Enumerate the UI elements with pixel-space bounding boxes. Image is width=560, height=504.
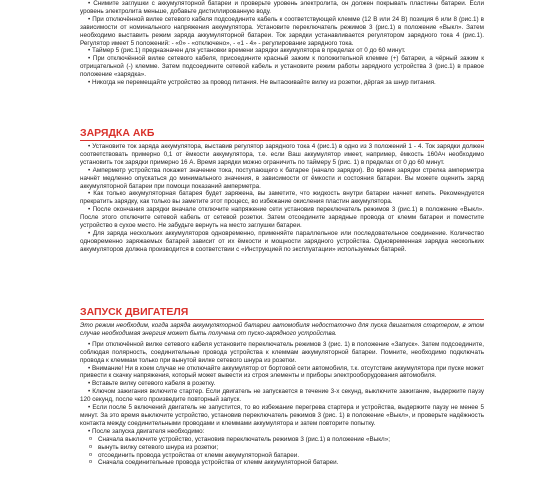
intro-paragraph-2: • При отключённой вилке сетевого кабеля подсоедините кабель к соответствующей клемме (12 В или 24 В) позиция 6 или 8 (рис.1) в зависимости от номинального напряжения аккумулятора. Установите переключатель режимов 3 (рис.1) в положение «Выкл». Затем необходимо выставить режим заряда аккумуляторной батареи. Ток зарядки устанавливается регулятором зарядного тока 4 (рис.1). Регулятор имеет 5 положений: - «0» - «отключено», - «1 - 4» - регулирование зарядного тока.: [80, 15, 484, 47]
engine-start-paragraph-2: • Внимание! Ни в коем случае не отключайте аккумулятор от бортовой сети автомобиля, т.к. отсутствие аккумулятора при пуске может привести к скачку напряжения, который может вывести из строя элементы и приборы электрооборудования автомобиля.: [80, 364, 484, 380]
intro-paragraph-5: • Никогда не перемещайте устройство за провод питания. Не вытаскивайте вилку из розетки, дёргая за шнур питания.: [88, 79, 436, 87]
engine-start-block: [80, 322, 484, 467]
list-item: o Сначала соединительные провода устройства от клемм аккумуляторной батареи.: [98, 459, 484, 467]
list-item: o отсоединить провода устройства от клемм аккумуляторной батареи.: [98, 452, 484, 460]
engine-start-paragraph-6: • После запуска двигателя необходимо:: [88, 427, 205, 435]
engine-start-paragraph-5: • Если после 5 включений двигатель не запустится, то во избежание перегрева стартера и устройства, выдержите паузу не менее 5 минут. За это время выключите устройство, установив переключатель режимов 3 (рис. 1) в положение «Выкл», и проверьте надёжность контакта между соединительными проводами и клеммами аккумулятора и затем повторите попытку.: [80, 404, 484, 427]
list-item: o вынуть вилку сетевого шнура из розетки;: [98, 444, 484, 452]
charging-block: [80, 143, 484, 254]
intro-block: [80, 0, 484, 87]
charging-paragraph-4: • После окончания зарядки вначале отключите напряжение сети установив переключатель режимов 3 (рис.1) в положение «Выкл». После этого отключите сетевой кабель от сетевой розетки. Затем отсоедините зарядные провода от клемм батареи и поместите устройство в сухое место. Не забудьте вернуть на место заглушки батареи.: [80, 206, 484, 230]
section-heading-charging: ЗАРЯДКА АКБ: [80, 127, 484, 141]
engine-start-paragraph-1: • При отключённой вилке сетевого кабеля установите переключатель режимов 3 (рис. 1) в положение «Запуск». Затем подсоедините, соблюдая полярность, соединительные провода устройства к клеммам аккумуляторной батареи. Помните, необходимо подключать провода к клеммам только при вынутой вилке сетевого шнура из розетки.: [80, 340, 484, 364]
engine-start-paragraph-4: • Ключом зажигания включите стартер. Если двигатель не запускается в течение 3-х секунд, выключите зажигание, выдержите паузу 120 секунд, после чего произведите повторный запуск.: [80, 388, 484, 404]
after-start-list: [80, 436, 484, 468]
intro-paragraph-4: • При отключённой вилке сетевого кабеля, присоедините красный зажим к положительной клемме (+) батареи, а чёрный зажим к отрицательной (-) клемме. Затем подсоедините сетевой кабель и установите режим работы зарядного устройства 3 (рис.1) в правое положение «зарядка».: [80, 55, 484, 79]
charging-paragraph-2: • Амперметр устройства покажет значение тока, поступающего к батарее (начало зарядки). Во время зарядки стрелка амперметра начнёт медленно опускаться до минимального значения, в зависимости от ёмкости и состояния батареи. Вы можете оценить заряд аккумуляторной батареи при помощи показаний амперметра.: [80, 166, 484, 190]
charging-paragraph-1: • Установите ток заряда аккумулятора, выставив регулятор зарядного тока 4 (рис.1) в одно из 3 положений 1 - 4. Ток зарядки должен соответствовать примерно 0,1 от ёмкости аккумулятора, т.е. если Ваш аккумулятор имеет, например, ёмкость 160Ач необходимо установить ток зарядки примерно 16 А. Время зарядки можно ограничить по таймеру 5 (рис. 1) в пределах от 0 до 60 минут.: [80, 143, 484, 166]
charging-paragraph-3: • Как только аккумуляторная батарея будет заряжена, вы заметите, что жидкость внутри батареи начнет кипеть. Рекомендуется прекратить зарядку, как только вы заметите этот процесс, во избежание окисления пластин аккумулятора.: [80, 190, 484, 206]
list-item: o Сначала выключите устройство, установив переключатель режимов 3 (рис.1) в положение «Выкл»;: [98, 436, 484, 444]
engine-start-paragraph-3: • Вставьте вилку сетевого кабеля в розетку.: [88, 380, 216, 388]
charging-paragraph-5: • Для заряда нескольких аккумуляторов одновременно, применяйте параллельное или последовательное соединение. Количество одновременно заряжаемых батарей зависит от их ёмкости и мощности зарядного устройства. Одновременная зарядка нескольких аккумуляторов должна производится в соответствии с «Инструкцией по эксплуатации» используемых батарей.: [80, 229, 484, 253]
intro-paragraph-3: • Таймер 5 (рис.1) предназначен для установки времени зарядки аккумулятора в пределах от 0 до 60 минут.: [88, 47, 406, 55]
engine-start-intro: Это режим необходим, когда заряда аккумуляторной батареи автомобиля недостаточно для пуска двигателя стартером, в этом случае необходимая энергия может быть получена от пуско-зарядного устройства.: [80, 322, 484, 337]
intro-paragraph-1: • Снимите заглушки с аккумуляторной батареи и проверьте уровень электролита, он должен покрывать пластины батареи. Если уровень электролита меньше, добавьте дистиллированную воду.: [80, 0, 484, 15]
section-heading-engine-start: ЗАПУСК ДВИГАТЕЛЯ: [80, 306, 484, 320]
